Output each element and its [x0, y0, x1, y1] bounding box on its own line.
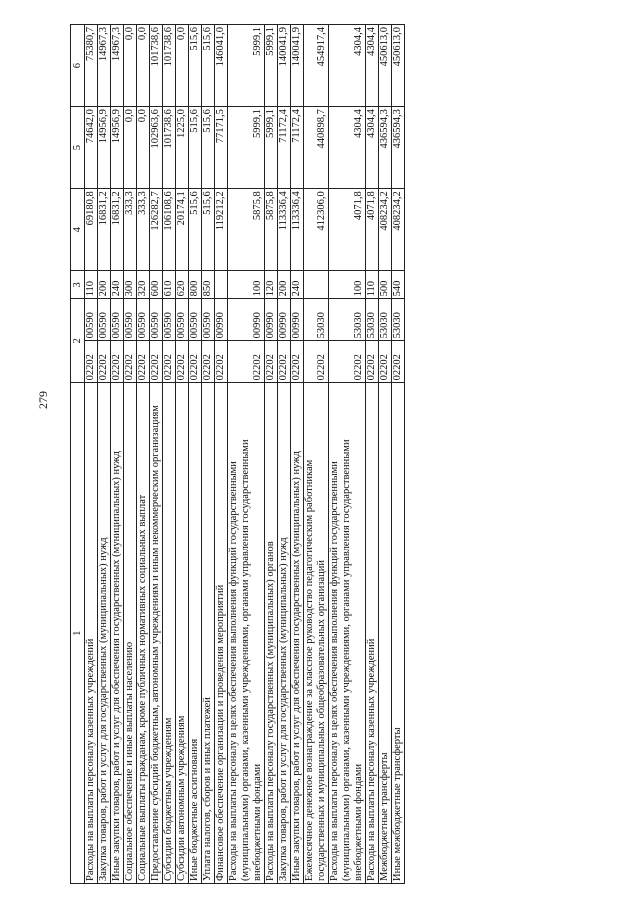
table-row [189, 25, 202, 884]
table-row [215, 25, 228, 884]
row-name: Иные межбюджетные трансферты [392, 383, 405, 884]
row-value-6: 0,0 [176, 25, 189, 107]
row-value-5: 436594,3 [379, 107, 392, 189]
row-code-3: 100 [329, 271, 366, 299]
row-value-5: 4304,4 [329, 107, 366, 189]
row-code-3: 320 [137, 271, 150, 299]
row-value-6: 140041,9 [291, 25, 304, 107]
row-code-2: 00990 [278, 299, 291, 341]
row-name: Расходы на выплаты персоналу государственных (муниципальных) органов [265, 383, 278, 884]
row-value-5: 101738,6 [163, 107, 176, 189]
row-code-2: 53030 [379, 299, 392, 341]
header-col-5: 5 [71, 107, 85, 189]
row-code-2: 00990 [215, 299, 228, 341]
row-value-5: 1225,0 [176, 107, 189, 189]
row-value-6: 515,6 [202, 25, 215, 107]
row-value-5: 0,0 [137, 107, 150, 189]
row-value-6: 454917,4 [304, 25, 329, 107]
row-code-1: 02202 [189, 341, 202, 383]
table-row [137, 25, 150, 884]
header-col-2: 2 [71, 299, 85, 383]
row-code-3: 800 [189, 271, 202, 299]
row-value-5: 74642,0 [85, 107, 98, 189]
table-row [85, 25, 98, 884]
row-code-1: 02202 [176, 341, 189, 383]
row-code-2: 00590 [202, 299, 215, 341]
row-code-3: 850 [202, 271, 215, 299]
row-value-4: 16831,2 [98, 189, 111, 271]
row-value-5: 515,6 [202, 107, 215, 189]
row-name: Субсидии автономным учреждениям [176, 383, 189, 884]
header-col-4: 4 [71, 189, 85, 271]
row-code-2: 00990 [265, 299, 278, 341]
table-row [366, 25, 379, 884]
row-value-4: 4071,8 [329, 189, 366, 271]
row-code-1: 02202 [278, 341, 291, 383]
row-name: Социальное обеспечение и иные выплаты населению [124, 383, 137, 884]
row-code-2: 00990 [228, 299, 265, 341]
row-value-5: 0,0 [124, 107, 137, 189]
row-code-3: 600 [150, 271, 163, 299]
table-row [98, 25, 111, 884]
row-value-5: 440898,7 [304, 107, 329, 189]
row-value-6: 101738,6 [163, 25, 176, 107]
row-value-4: 515,6 [202, 189, 215, 271]
row-code-1: 02202 [304, 341, 329, 383]
row-code-1: 02202 [150, 341, 163, 383]
table-row [291, 25, 304, 884]
row-value-5: 77171,5 [215, 107, 228, 189]
table-row [176, 25, 189, 884]
row-value-4: 515,6 [189, 189, 202, 271]
row-code-1: 02202 [85, 341, 98, 383]
row-name: Социальные выплаты гражданам, кроме публичных нормативных социальных выплат [137, 383, 150, 884]
row-code-1: 02202 [124, 341, 137, 383]
row-code-2: 53030 [392, 299, 405, 341]
row-name: Расходы на выплаты персоналу в целях обеспечения выполнения функций государственными (муниципальными) органами, казенными учреждениями, органами управления государственными внебюджетными фондами [329, 383, 366, 884]
row-code-2: 00590 [124, 299, 137, 341]
row-code-3: 110 [366, 271, 379, 299]
row-value-5: 14956,9 [98, 107, 111, 189]
row-code-1: 02202 [111, 341, 124, 383]
row-name: Предоставление субсидий бюджетным, автономным учреждениям и иным некоммерческим организациям [150, 383, 163, 884]
row-code-3: 620 [176, 271, 189, 299]
row-code-3: 540 [392, 271, 405, 299]
row-value-4: 113336,4 [291, 189, 304, 271]
row-code-2: 00590 [189, 299, 202, 341]
row-name: Иные бюджетные ассигнования [189, 383, 202, 884]
table-header-row [71, 25, 85, 884]
row-value-6: 515,6 [189, 25, 202, 107]
row-code-1: 02202 [366, 341, 379, 383]
row-code-3 [304, 271, 329, 299]
row-code-1: 02202 [379, 341, 392, 383]
row-value-6: 5999,1 [265, 25, 278, 107]
row-value-5: 436594,3 [392, 107, 405, 189]
row-value-6: 14967,3 [111, 25, 124, 107]
row-code-2: 00590 [163, 299, 176, 341]
row-name: Расходы на выплаты персоналу в целях обеспечения выполнения функций государственными (муниципальными) органами, казенными учреждениями, органами управления государственными внебюджетными фондами [228, 383, 265, 884]
row-value-4: 20174,1 [176, 189, 189, 271]
table-row [392, 25, 405, 884]
header-col-3: 3 [71, 271, 85, 299]
row-value-4: 412306,0 [304, 189, 329, 271]
row-value-6: 4304,4 [329, 25, 366, 107]
table-row [265, 25, 278, 884]
row-value-5: 102963,6 [150, 107, 163, 189]
row-name: Закупка товаров, работ и услуг для государственных (муниципальных) нужд [98, 383, 111, 884]
row-code-3: 120 [265, 271, 278, 299]
row-value-6: 101738,6 [150, 25, 163, 107]
table-row [228, 25, 265, 884]
table-row [111, 25, 124, 884]
row-value-4: 119212,2 [215, 189, 228, 271]
table-row [304, 25, 329, 884]
row-code-1: 02202 [265, 341, 278, 383]
row-value-4: 113336,4 [278, 189, 291, 271]
row-value-6: 146041,0 [215, 25, 228, 107]
row-code-3: 300 [124, 271, 137, 299]
row-code-1: 02202 [329, 341, 366, 383]
row-value-6: 0,0 [137, 25, 150, 107]
row-name: Расходы на выплаты персоналу казенных учреждений [366, 383, 379, 884]
row-value-6: 450613,0 [392, 25, 405, 107]
row-code-3: 100 [228, 271, 265, 299]
row-code-1: 02202 [98, 341, 111, 383]
row-code-2: 53030 [366, 299, 379, 341]
row-value-5: 4304,4 [366, 107, 379, 189]
row-code-1: 02202 [392, 341, 405, 383]
row-value-6: 14967,3 [98, 25, 111, 107]
table-row [202, 25, 215, 884]
row-code-1: 02202 [202, 341, 215, 383]
row-name: Субсидии бюджетным учреждениям [163, 383, 176, 884]
row-code-1: 02202 [137, 341, 150, 383]
table-row [278, 25, 291, 884]
row-value-4: 5875,8 [265, 189, 278, 271]
row-value-5: 14956,9 [111, 107, 124, 189]
row-code-2: 53030 [329, 299, 366, 341]
row-value-6: 450613,0 [379, 25, 392, 107]
row-name: Закупка товаров, работ и услуг для государственных (муниципальных) нужд [278, 383, 291, 884]
row-value-4: 4071,8 [366, 189, 379, 271]
table-row [163, 25, 176, 884]
row-value-5: 5999,1 [265, 107, 278, 189]
row-value-6: 140041,9 [278, 25, 291, 107]
row-name: Межбюджетные трансферты [379, 383, 392, 884]
row-code-1: 02202 [228, 341, 265, 383]
row-code-2: 00590 [137, 299, 150, 341]
row-code-3: 500 [379, 271, 392, 299]
row-value-4: 408234,2 [379, 189, 392, 271]
header-col-6: 6 [71, 25, 85, 107]
row-code-2: 00590 [176, 299, 189, 341]
table-row [124, 25, 137, 884]
row-code-3: 200 [98, 271, 111, 299]
table-row [150, 25, 163, 884]
table-row [379, 25, 392, 884]
page-number: 279 [36, 391, 50, 409]
row-value-5: 5999,1 [228, 107, 265, 189]
row-value-6: 75380,7 [85, 25, 98, 107]
row-code-3: 200 [278, 271, 291, 299]
row-name: Иные закупки товаров, работ и услуг для обеспечения государственных (муниципальных) нужд [291, 383, 304, 884]
row-value-4: 69180,8 [85, 189, 98, 271]
row-code-2: 00590 [111, 299, 124, 341]
row-code-1: 02202 [163, 341, 176, 383]
row-value-4: 5875,8 [228, 189, 265, 271]
row-code-2: 00590 [85, 299, 98, 341]
row-value-4: 408234,2 [392, 189, 405, 271]
row-code-1: 02202 [291, 341, 304, 383]
row-code-3: 240 [111, 271, 124, 299]
rotated-budget-sheet [70, 24, 600, 884]
row-value-4: 126282,7 [150, 189, 163, 271]
row-name: Ежемесячное денежное вознаграждение за классное руководство педагогическим работникам государственных и муниципальных общеобразовательных организаций [304, 383, 329, 884]
table-row [329, 25, 366, 884]
row-value-6: 5999,1 [228, 25, 265, 107]
row-value-4: 106108,6 [163, 189, 176, 271]
header-col-1: 1 [71, 383, 85, 884]
row-code-2: 00590 [98, 299, 111, 341]
row-code-2: 00990 [291, 299, 304, 341]
row-code-2: 53030 [304, 299, 329, 341]
row-value-4: 333,3 [137, 189, 150, 271]
row-value-5: 515,6 [189, 107, 202, 189]
row-name: Иные закупки товаров, работ и услуг для обеспечения государственных (муниципальных) нужд [111, 383, 124, 884]
row-name: Финансовое обеспечение организации и проведения мероприятий [215, 383, 228, 884]
row-value-5: 71172,4 [291, 107, 304, 189]
row-value-5: 71172,4 [278, 107, 291, 189]
row-code-3: 110 [85, 271, 98, 299]
row-value-6: 0,0 [124, 25, 137, 107]
row-code-1: 02202 [215, 341, 228, 383]
row-value-4: 333,3 [124, 189, 137, 271]
row-code-3: 610 [163, 271, 176, 299]
row-code-3 [215, 271, 228, 299]
row-value-4: 16831,2 [111, 189, 124, 271]
row-code-3: 240 [291, 271, 304, 299]
row-name: Расходы на выплаты персоналу казенных учреждений [85, 383, 98, 884]
budget-table [70, 24, 405, 884]
row-name: Уплата налогов, сборов и иных платежей [202, 383, 215, 884]
row-value-6: 4304,4 [366, 25, 379, 107]
row-code-2: 00590 [150, 299, 163, 341]
